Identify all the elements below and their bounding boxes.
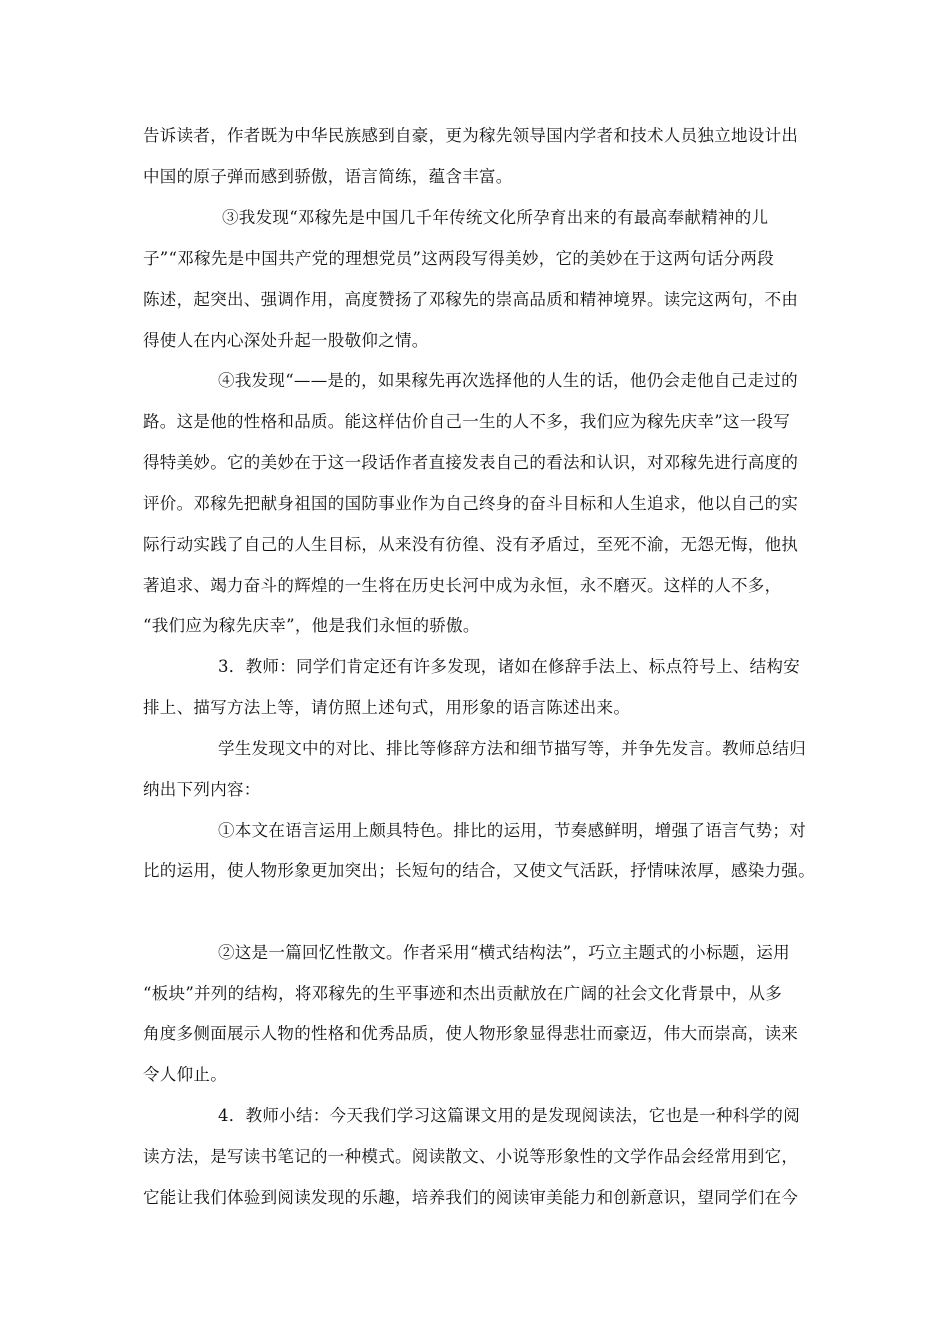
text-line: 子”“邓稼先是中国共产党的理想党员”这两段写得美妙，它的美妙在于这两句话分两段	[143, 249, 775, 268]
text-line: 告诉读者，作者既为中华民族感到自豪，更为稼先领导国内学者和技术人员独立地设计出	[143, 126, 799, 145]
text-line: 读方法，是写读书笔记的一种模式。阅读散文、小说等形象性的文学作品会经常用到它，	[143, 1147, 799, 1166]
text-line: 得使人在内心深处升起一股敬仰之情。	[143, 331, 429, 350]
text-line: 排上、描写方法上等，请仿照上述句式，用形象的语言陈述出来。	[143, 698, 631, 717]
text-line: 陈述，起突出、强调作用，高度赞扬了邓稼先的崇高品质和精神境界。读完这两句，不由	[143, 290, 799, 309]
text-line: 中国的原子弹而感到骄傲，语言简练，蕴含丰富。	[143, 167, 513, 186]
text-line: 3．教师：同学们肯定还有许多发现，诸如在修辞手法上、标点符号上、结构安	[218, 657, 800, 676]
text-line: ②这是一篇回忆性散文。作者采用“横式结构法”，巧立主题式的小标题，运用	[218, 943, 790, 962]
text-line: 学生发现文中的对比、排比等修辞方法和细节描写等，并争先发言。教师总结归	[218, 739, 806, 758]
text-line: 比的运用，使人物形象更加突出；长短句的结合，又使文气活跃，抒情味浓厚，感染力强。	[143, 861, 815, 880]
text-line: 际行动实践了自己的人生目标，从来没有彷徨、没有矛盾过，至死不渝，无怨无悔，他执	[143, 535, 799, 554]
text-line: 得特美妙。它的美妙在于这一段话作者直接发表自己的看法和认识，对邓稼先进行高度的	[143, 453, 799, 472]
text-line: 角度多侧面展示人物的性格和优秀品质，使人物形象显得悲壮而豪迈，伟大而崇高，读来	[143, 1024, 799, 1043]
text-line: 路。这是他的性格和品质。能这样估价自己一生的人不多，我们应为稼先庆幸”这一段写	[143, 412, 791, 431]
text-line: ④我发现“——是的，如果稼先再次选择他的人生的话，他仍会走他自己走过的	[218, 371, 798, 390]
text-line: ①本文在语言运用上颇具特色。排比的运用，节奏感鲜明，增强了语言气势；对	[218, 821, 806, 840]
text-line: 著追求、竭力奋斗的辉煌的一生将在历史长河中成为永恒，永不磨灭。这样的人不多，	[143, 576, 782, 595]
text-line: ③我发现“邓稼先是中国几千年传统文化所孕育出来的有最高奉献精神的儿	[222, 208, 769, 227]
text-line: “板块”并列的结构，将邓稼先的生平事迹和杰出贡献放在广阔的社会文化背景中，从多	[143, 984, 783, 1003]
text-line: 评价。邓稼先把献身祖国的国防事业作为自己终身的奋斗目标和人生追求，他以自己的实	[143, 494, 799, 513]
text-line: 令人仰止。	[143, 1065, 227, 1084]
text-line: 它能让我们体验到阅读发现的乐趣，培养我们的阅读审美能力和创新意识，望同学们在今	[143, 1188, 799, 1207]
text-line: 4．教师小结：今天我们学习这篇课文用的是发现阅读法，它也是一种科学的阅	[218, 1106, 800, 1125]
text-line: 纳出下列内容：	[143, 780, 261, 799]
text-line: “我们应为稼先庆幸”，他是我们永恒的骄傲。	[143, 616, 480, 635]
